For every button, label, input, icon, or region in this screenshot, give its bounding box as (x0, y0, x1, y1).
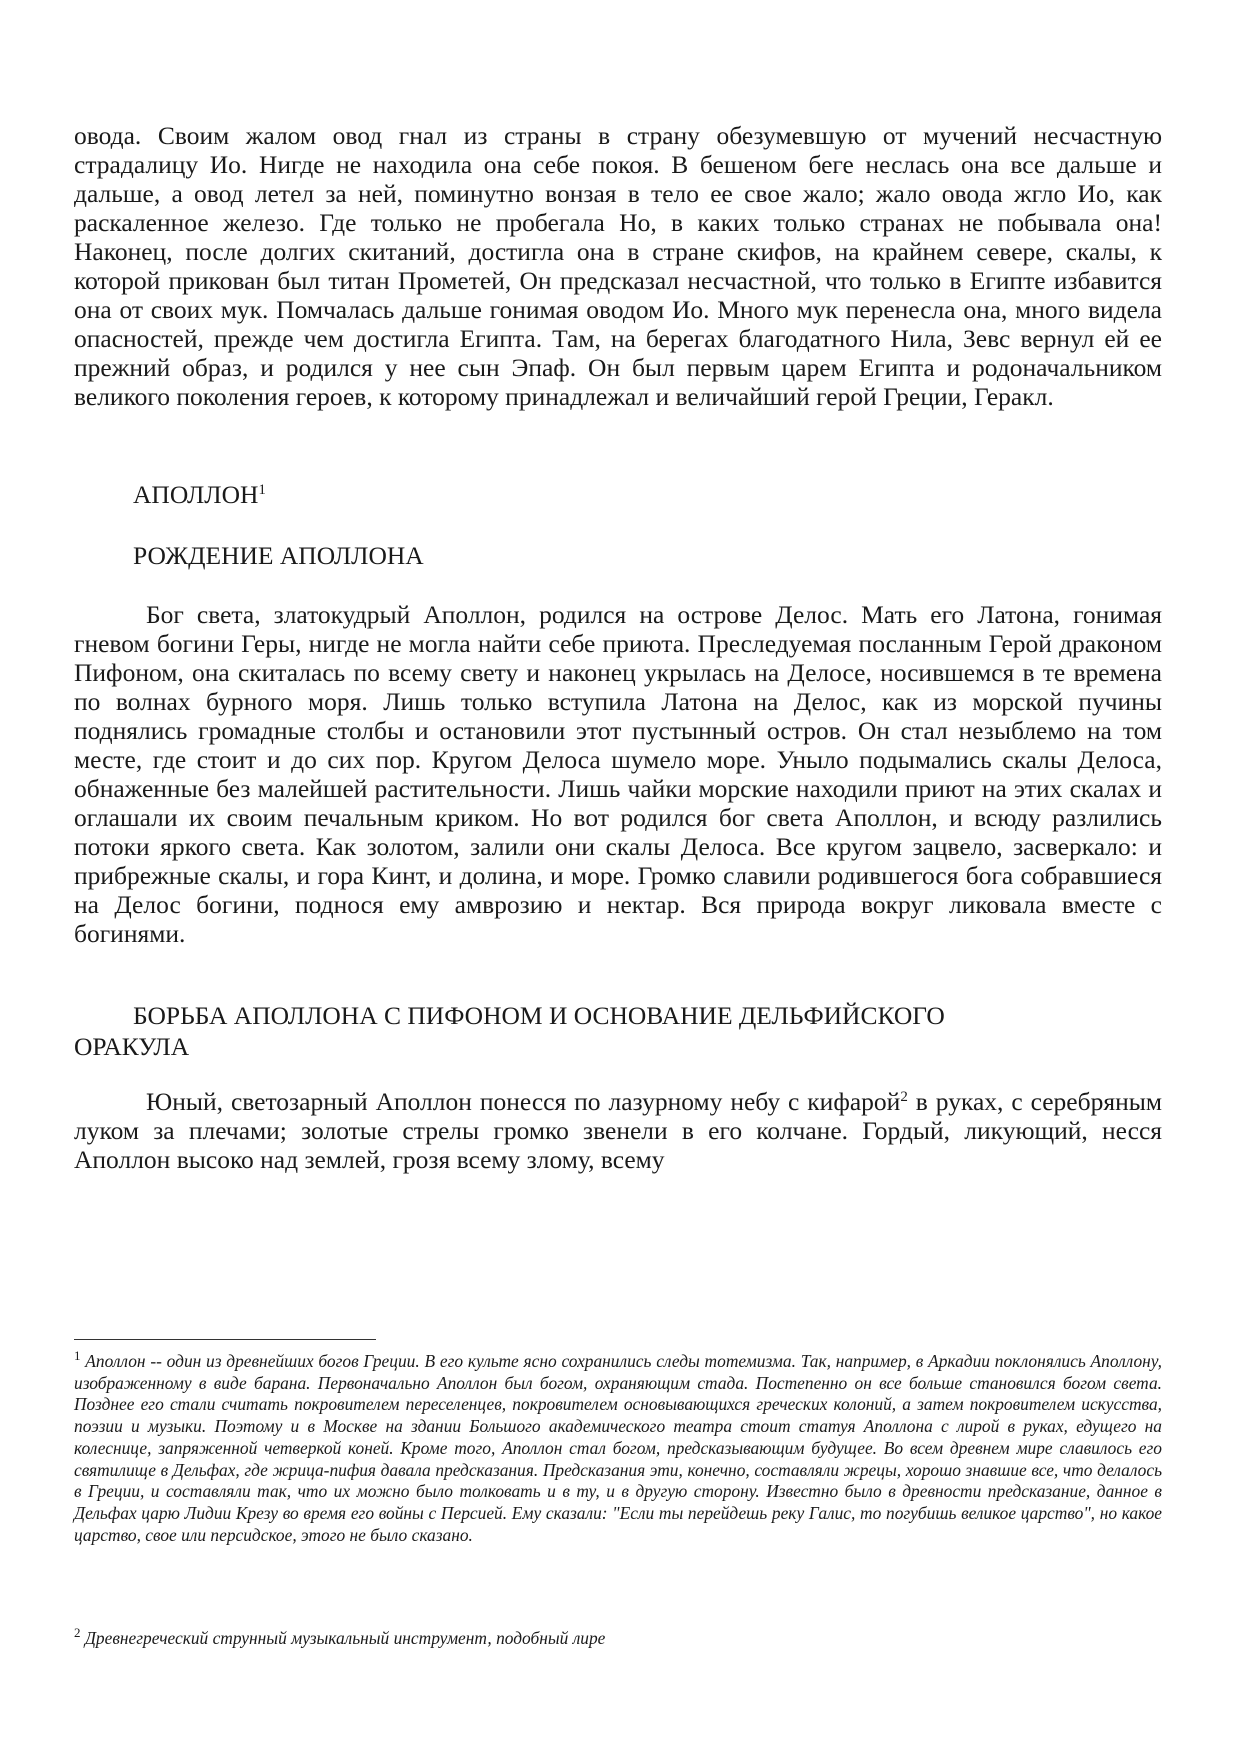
heading-battle-line2: ОРАКУЛА (74, 1032, 190, 1061)
section-heading-apollo (133, 480, 266, 509)
section-heading-birth: РОЖДЕНИЕ АПОЛЛОНА (133, 541, 424, 570)
paragraph-io-wanderings: овода. Своим жалом овод гнал из страны в страну обезумевшую от мучений несчастную страдалицу Ио. Нигде не находила она себе покоя. В бешеном беге неслась она все дальше и дальше, а овод летел за ней, поминутно вонзая в тело ее свое жало; жало овода жгло Ио, как раскаленное железо. Где только не пробегала Но, в каких только странах не побывала она! Наконец, после долгих скитаний, достигла она в стране скифов, на крайнем севере, скалы, к которой прикован был титан Прометей, Он предсказал несчастной, что только в Египте избавится она от своих мук. Помчалась дальше гонимая оводом Ио. Много мук перенесла она, много видела опасностей, прежде чем достигла Египта. Там, на берегах благодатного Нила, Зевс вернул ей ее прежний образ, и родился у нее сын Эпаф. Он был первым царем Египта и родоначальником великого поколения героев, к которому принадлежал и величайший герой Греции, Геракл. (74, 121, 1162, 411)
paragraph-birth-of-apollo: Бог света, златокудрый Аполлон, родился на острове Делос. Мать его Латона, гонимая гневом богини Геры, нигде не могла найти себе приюта. Преследуемая посланным Герой драконом Пифоном, она скиталась по всему свету и наконец укрылась на Делосе, носившемся в те времена по волнах бурного моря. Лишь только вступила Латона на Делос, как из морской пучины поднялись громадные столбы и остановили этот пустынный остров. Он стал незыблемо на том месте, где стоит и до сих пор. Кругом Делоса шумело море. Уныло подымались скалы Делоса, обнаженные без малейшей растительности. Лишь чайки морские находили приют на этих скалах и оглашали их своим печальным криком. Но вот родился бог света Аполлон, и всюду разлились потоки яркого света. Как золотом, залили они скалы Делоса. Все кругом зацвело, засверкало: и прибрежные скалы, и гора Кинт, и долина, и море. Громко славили родившегося бога собравшиеся на Делос богини, поднося ему амврозию и нектар. Вся природа вокруг ликовала вместе с богинями. (74, 600, 1162, 948)
footnote-1-text: Аполлон -- один из древнейших богов Греции. В его культе ясно сохранились следы тотемизма. Так, например, в Аркадии поклонялись Аполлону, изображенному в виде барана. Первоначально Аполлон был богом, охраняющим стада. Постепенно он все больше становился богом света. Позднее его стали считать покровителем переселенцев, покровителем основывающихся греческих колоний, а затем покровителем искусства, поэзии и музыки. Поэтому и в Москве на здании Большого академического театра стоит статуя Аполлона с лирой в руках, едущего на колеснице, запряженной четверкой коней. Кроме того, Аполлон стал богом, предсказывающим будущее. Во всем древнем мире славилось его святилище в Дельфах, где жрица-пифия давала предсказания. Предсказания эти, конечно, составляли жрецы, хорошо знавшие все, что делалось в Греции, и составляли так, что их можно было толковать и в ту, и в другую сторону. Известно было в древности предсказание, данное в Дельфах царю Лидии Крезу во время его войны с Персией. Ему сказали: "Если ты перейдешь реку Галис, то погубишь великое царство", но какое царство, свое или персидское, этого не было сказано. (74, 1351, 1162, 1545)
footnote-ref-1: 1 (258, 482, 266, 498)
footnote-2 (74, 1625, 1162, 1650)
paragraph-young-apollo-part2: в руках, с серебряным луком за плечами; золотые стрелы громко звенели в его колчане. Гордый, ликующий, несся Аполлон высоко над землей, грозя всему злому, всему (74, 1087, 1162, 1174)
footnote-1-number: 1 (74, 1348, 81, 1363)
footnote-2-number: 2 (74, 1625, 81, 1640)
section-heading-battle (74, 1000, 1162, 1062)
paragraph-young-apollo (74, 1087, 1162, 1174)
footnote-2-text: Древнегреческий струнный музыкальный инструмент, подобный лире (80, 1628, 606, 1648)
heading-battle-line1: БОРЬБА АПОЛЛОНА С ПИФОНОМ И ОСНОВАНИЕ ДЕЛЬФИЙСКОГО (133, 1001, 945, 1030)
footnote-1 (74, 1348, 1162, 1546)
footnote-separator (74, 1339, 376, 1340)
paragraph-young-apollo-part1: Юный, светозарный Аполлон понесся по лазурному небу с кифарой (146, 1087, 901, 1116)
footnote-ref-2: 2 (900, 1089, 908, 1105)
heading-apollo-text: АПОЛЛОН (133, 480, 259, 509)
